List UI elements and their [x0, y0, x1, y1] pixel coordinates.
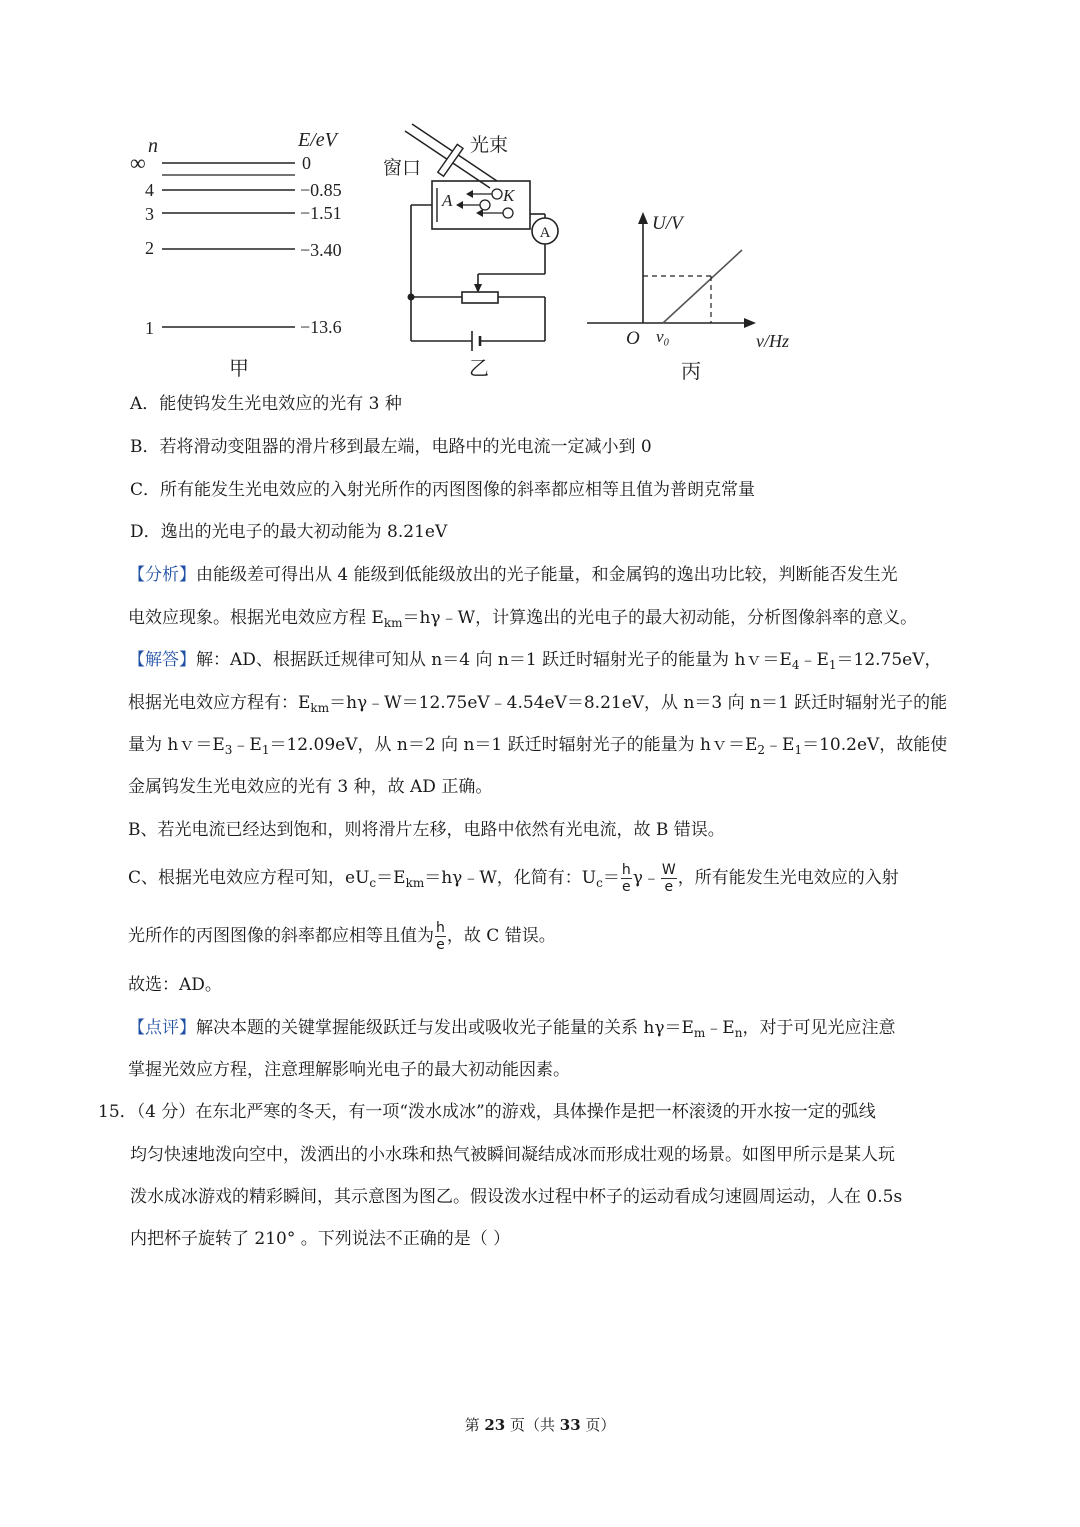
jia-level-2-energy: −3.40: [300, 240, 342, 260]
yi-electron-arrowhead-3: [476, 209, 483, 217]
analysis-text-2b: ＝hγ﹣W，计算逸出的光电子的最大初动能，分析图像斜率的意义。: [402, 608, 918, 628]
option-a: A．能使钨发生光电效应的光有 3 种: [130, 394, 402, 414]
yi-cathode-label: K: [503, 186, 515, 205]
solution-sub-6a: c: [369, 876, 377, 890]
jia-level-1-energy: −13.6: [300, 317, 342, 337]
solution-text-6d: ＝: [602, 868, 620, 888]
question-line-3: 泼水成冰游戏的精彩瞬间，其示意图为图乙。假设泼水过程中杯子的运动看成匀速圆周运动，人在 0.5s: [130, 1187, 903, 1207]
solution-sub-6c: c: [596, 876, 603, 890]
comment-text-1c: ，对于可见光应注意: [742, 1018, 896, 1038]
bing-caption: 丙: [681, 359, 701, 383]
solution-text-1c: ＝12.75eV，: [836, 650, 942, 670]
jia-caption: 甲: [229, 356, 249, 380]
bing-x-label: ν/Hz: [756, 331, 789, 351]
footer-mid: 页（共: [505, 1416, 560, 1434]
yi-window-label: 窗口: [383, 157, 422, 179]
solution-sub-3c: 2: [757, 743, 766, 757]
bing-y-arrowhead: [638, 212, 648, 224]
solution-sub-1b: 1: [828, 658, 837, 672]
solution-text-7a: 光所作的丙图图像的斜率都应相等且值为: [128, 926, 434, 946]
analysis-line-2: [128, 606, 917, 630]
solution-text-6e: γ﹣: [632, 868, 660, 888]
question-line-1: 15．（4 分）在东北严寒的冬天，有一项“泼水成冰”的游戏，具体操作是把一杯滚烫的开水按一定的弧线: [98, 1102, 876, 1122]
solution-line-2: [128, 691, 947, 715]
solution-text-3a: 量为 hｖ＝E: [128, 735, 225, 755]
solution-line-1: [128, 648, 942, 672]
bing-nu0-label: ν₀: [656, 327, 670, 346]
yi-electron-3: [503, 208, 513, 218]
bing-y-label: U/V: [652, 213, 683, 234]
footer-total-pages: 33: [559, 1416, 581, 1434]
footer-pre: 第: [464, 1416, 485, 1434]
jia-level-inf-energy: 0: [302, 153, 311, 173]
yi-anode-label: A: [442, 191, 453, 210]
solution-sub-3d: 1: [794, 743, 803, 757]
bing-graph-line: [663, 250, 742, 323]
solution-line-3: [128, 733, 947, 757]
jia-level-1-label: 1: [145, 318, 154, 338]
figure-yi: [383, 124, 558, 380]
fraction-h-over-e-1: [621, 862, 632, 895]
frac3-den: e: [436, 937, 445, 953]
yi-rheostat: [462, 292, 498, 303]
solution-line-5: B、若光电流已经达到饱和，则将滑片左移，电路中依然有光电流，故 B 错误。: [128, 820, 725, 840]
solution-text-2a: 根据光电效应方程有：E: [128, 693, 311, 713]
frac1-num: h: [621, 862, 631, 878]
solution-text-3e: ＝10.2eV，故能使: [802, 735, 948, 755]
frac2-num: W: [661, 862, 676, 878]
solution-line-8: 故选：AD。: [128, 975, 222, 995]
solution-text-3b: ﹣E: [232, 735, 262, 755]
jia-n-header: n: [148, 135, 158, 157]
jia-level-3-energy: −1.51: [300, 203, 342, 223]
comment-sub-n: n: [734, 1026, 743, 1040]
jia-level-4-energy: −0.85: [300, 180, 342, 200]
solution-text-3c: ＝12.09eV，从 n＝2 向 n＝1 跃迁时辐射光子的能量为 hｖ＝E: [269, 735, 758, 755]
solution-sub-2a: km: [310, 701, 330, 715]
solution-text-6c: ＝hγ﹣W，化简有：U: [424, 868, 597, 888]
solution-tag: 【解答】: [128, 650, 196, 670]
solution-sub-6b: km: [405, 876, 425, 890]
footer-page-number: 23: [484, 1416, 506, 1434]
solution-line-6: [128, 862, 899, 895]
solution-sub-1a: 4: [791, 658, 800, 672]
bing-x-arrowhead: [744, 318, 756, 328]
frac3-num: h: [436, 920, 445, 936]
bing-origin-label: O: [626, 328, 640, 349]
solution-text-1b: ﹣E: [799, 650, 829, 670]
analysis-text-2a: 电效应现象。根据光电效应方程 E: [128, 608, 384, 628]
yi-electron-1: [492, 189, 502, 199]
jia-level-inf-label: ∞: [130, 150, 146, 175]
yi-beam-label: 光束: [470, 134, 509, 156]
comment-text-1b: ﹣E: [705, 1018, 735, 1038]
comment-sub-m: m: [693, 1026, 706, 1040]
page-footer: [0, 1414, 1080, 1435]
solution-line-4: 金属钨发生光电效应的光有 3 种，故 AD 正确。: [128, 777, 493, 797]
option-d: D．逸出的光电子的最大初动能为 8.21eV: [130, 522, 448, 542]
figures: [0, 0, 1080, 390]
solution-text-6f: ，所有能发生光电效应的入射: [677, 868, 899, 888]
solution-line-7: [128, 920, 556, 953]
footer-post: 页）: [580, 1416, 616, 1434]
analysis-sub-km: km: [383, 616, 403, 630]
comment-line-1: [128, 1016, 895, 1040]
yi-junction: [408, 294, 415, 301]
jia-e-header: E/eV: [298, 129, 337, 151]
analysis-text-1: 由能级差可得出从 4 能级到低能级放出的光子能量，和金属钨的逸出功比较，判断能否发生光: [196, 565, 898, 585]
yi-caption: 乙: [469, 356, 489, 380]
figure-jia: [130, 129, 342, 380]
frac1-den: e: [622, 879, 631, 895]
solution-text-7b: ，故 C 错误。: [446, 926, 556, 946]
solution-sub-3a: 3: [224, 743, 233, 757]
figure-bing: [587, 212, 789, 383]
solution-text-3d: ﹣E: [765, 735, 795, 755]
yi-electron-arrowhead-1: [466, 190, 473, 198]
question-line-4: 内把杯子旋转了 210° 。下列说法不正确的是（ ）: [130, 1229, 511, 1249]
comment-tag: 【点评】: [128, 1018, 196, 1038]
comment-text-1a: 解决本题的关键掌握能级跃迁与发出或吸收光子能量的关系 hγ＝E: [196, 1018, 694, 1038]
jia-level-3-label: 3: [145, 204, 154, 224]
frac2-den: e: [664, 879, 674, 895]
solution-text-6b: ＝E: [376, 868, 406, 888]
jia-level-4-label: 4: [145, 180, 154, 200]
analysis-line-1: [128, 563, 898, 587]
comment-line-2: 掌握光效应方程，注意理解影响光电子的最大初动能因素。: [128, 1060, 570, 1080]
solution-text-6a: C、根据光电效应方程可知，eU: [128, 868, 370, 888]
yi-electron-arrowhead-2: [456, 201, 463, 209]
jia-level-2-label: 2: [145, 238, 154, 258]
solution-text-2b: ＝hγ﹣W＝12.75eV﹣4.54eV＝8.21eV，从 n＝3 向 n＝1 跃迁时辐射光子的能: [329, 693, 948, 713]
yi-electron-2: [480, 200, 490, 210]
yi-ammeter-label: A: [539, 225, 551, 241]
option-b: B．若将滑动变阻器的滑片移到最左端，电路中的光电流一定减小到 0: [130, 437, 652, 457]
fraction-h-over-e-2: [435, 920, 446, 953]
analysis-tag: 【分析】: [128, 565, 196, 585]
solution-text-1a: 解：AD、根据跃迁规律可知从 n＝4 向 n＝1 跃迁时辐射光子的能量为 hｖ＝E: [196, 650, 792, 670]
fraction-w-over-e: [661, 862, 677, 895]
solution-sub-3b: 1: [261, 743, 270, 757]
question-line-2: 均匀快速地泼向空中，泼洒出的小水珠和热气被瞬间凝结成冰而形成壮观的场景。如图甲所示是某人玩: [130, 1145, 895, 1165]
option-c: C．所有能发生光电效应的入射光所作的丙图图像的斜率都应相等且值为普朗克常量: [130, 480, 756, 500]
